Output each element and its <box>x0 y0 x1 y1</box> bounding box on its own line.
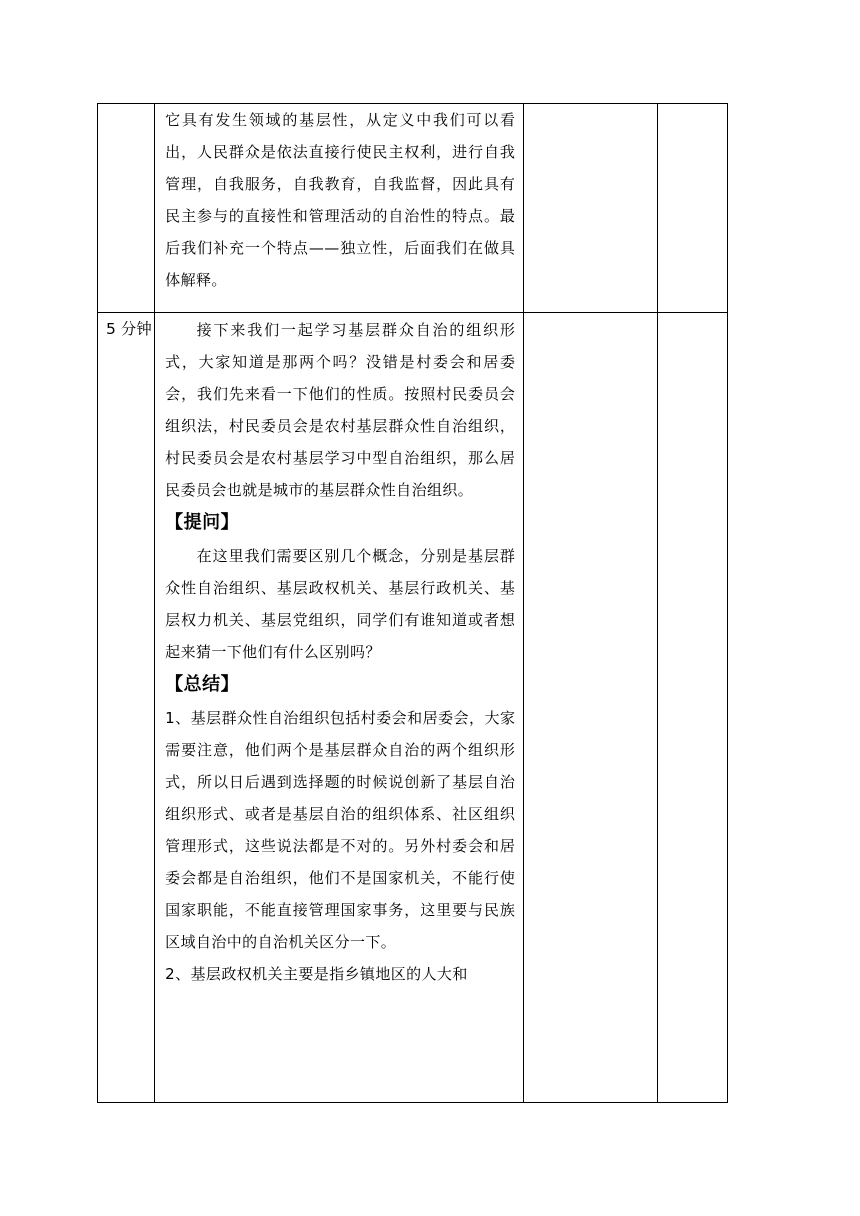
summary-heading: 【总结】 <box>165 674 240 695</box>
empty-cell <box>657 104 727 313</box>
empty-cell <box>524 313 657 1103</box>
question-paragraph: 在这里我们需要区别几个概念，分别是基层群众性自治组织、基层政权机关、基层行政机关、基层权力机关、基层党组织，同学们有谁知道或者想起来猜一下他们有什么区别吗？ <box>165 547 516 661</box>
question-heading: 【提问】 <box>165 512 240 533</box>
empty-cell <box>524 104 657 313</box>
table-row <box>98 313 728 1103</box>
summary-paragraph-1: 1、基层群众性自治组织包括村委会和居委会，大家需要注意，他们两个是基层群众自治的两个组织形式，所以日后遇到选择题的时候说创新了基层自治组织形式、或者是基层自治的组织体系、社区组织管理形式，这些说法都是不对的。另外村委会和居委会都是自治组织，他们不是国家机关，不能行使国家职能，不能直接管理国家事务，这里要与民族区域自治中的自治机关区分一下。 <box>165 709 516 951</box>
content-cell <box>155 313 524 1103</box>
content-cell <box>155 104 524 313</box>
empty-cell <box>657 313 727 1103</box>
summary-paragraph-2: 2、基层政权机关主要是指乡镇地区的人大和 <box>165 965 468 983</box>
time-cell: 5 分钟 <box>98 313 155 1103</box>
paragraph: 它具有发生领域的基层性，从定义中我们可以看出，人民群众是依法直接行使民主权利，进行自我管理，自我服务，自我教育，自我监督，因此具有民主参与的直接性和管理活动的自治性的特点。最后我们补充一个特点——独立性，后面我们在做具体解释。 <box>165 111 516 289</box>
intro-paragraph: 接下来我们一起学习基层群众自治的组织形式，大家知道是那两个吗？没错是村委会和居委会，我们先来看一下他们的性质。按照村民委员会组织法，村民委员会是农村基层群众性自治组织，村民委员会是农村基层学习中型自治组织，那么居民委员会也就是城市的基层群众性自治组织。 <box>165 321 516 499</box>
time-cell <box>98 104 155 313</box>
lesson-plan-table <box>97 103 728 1103</box>
table-row <box>98 104 728 313</box>
